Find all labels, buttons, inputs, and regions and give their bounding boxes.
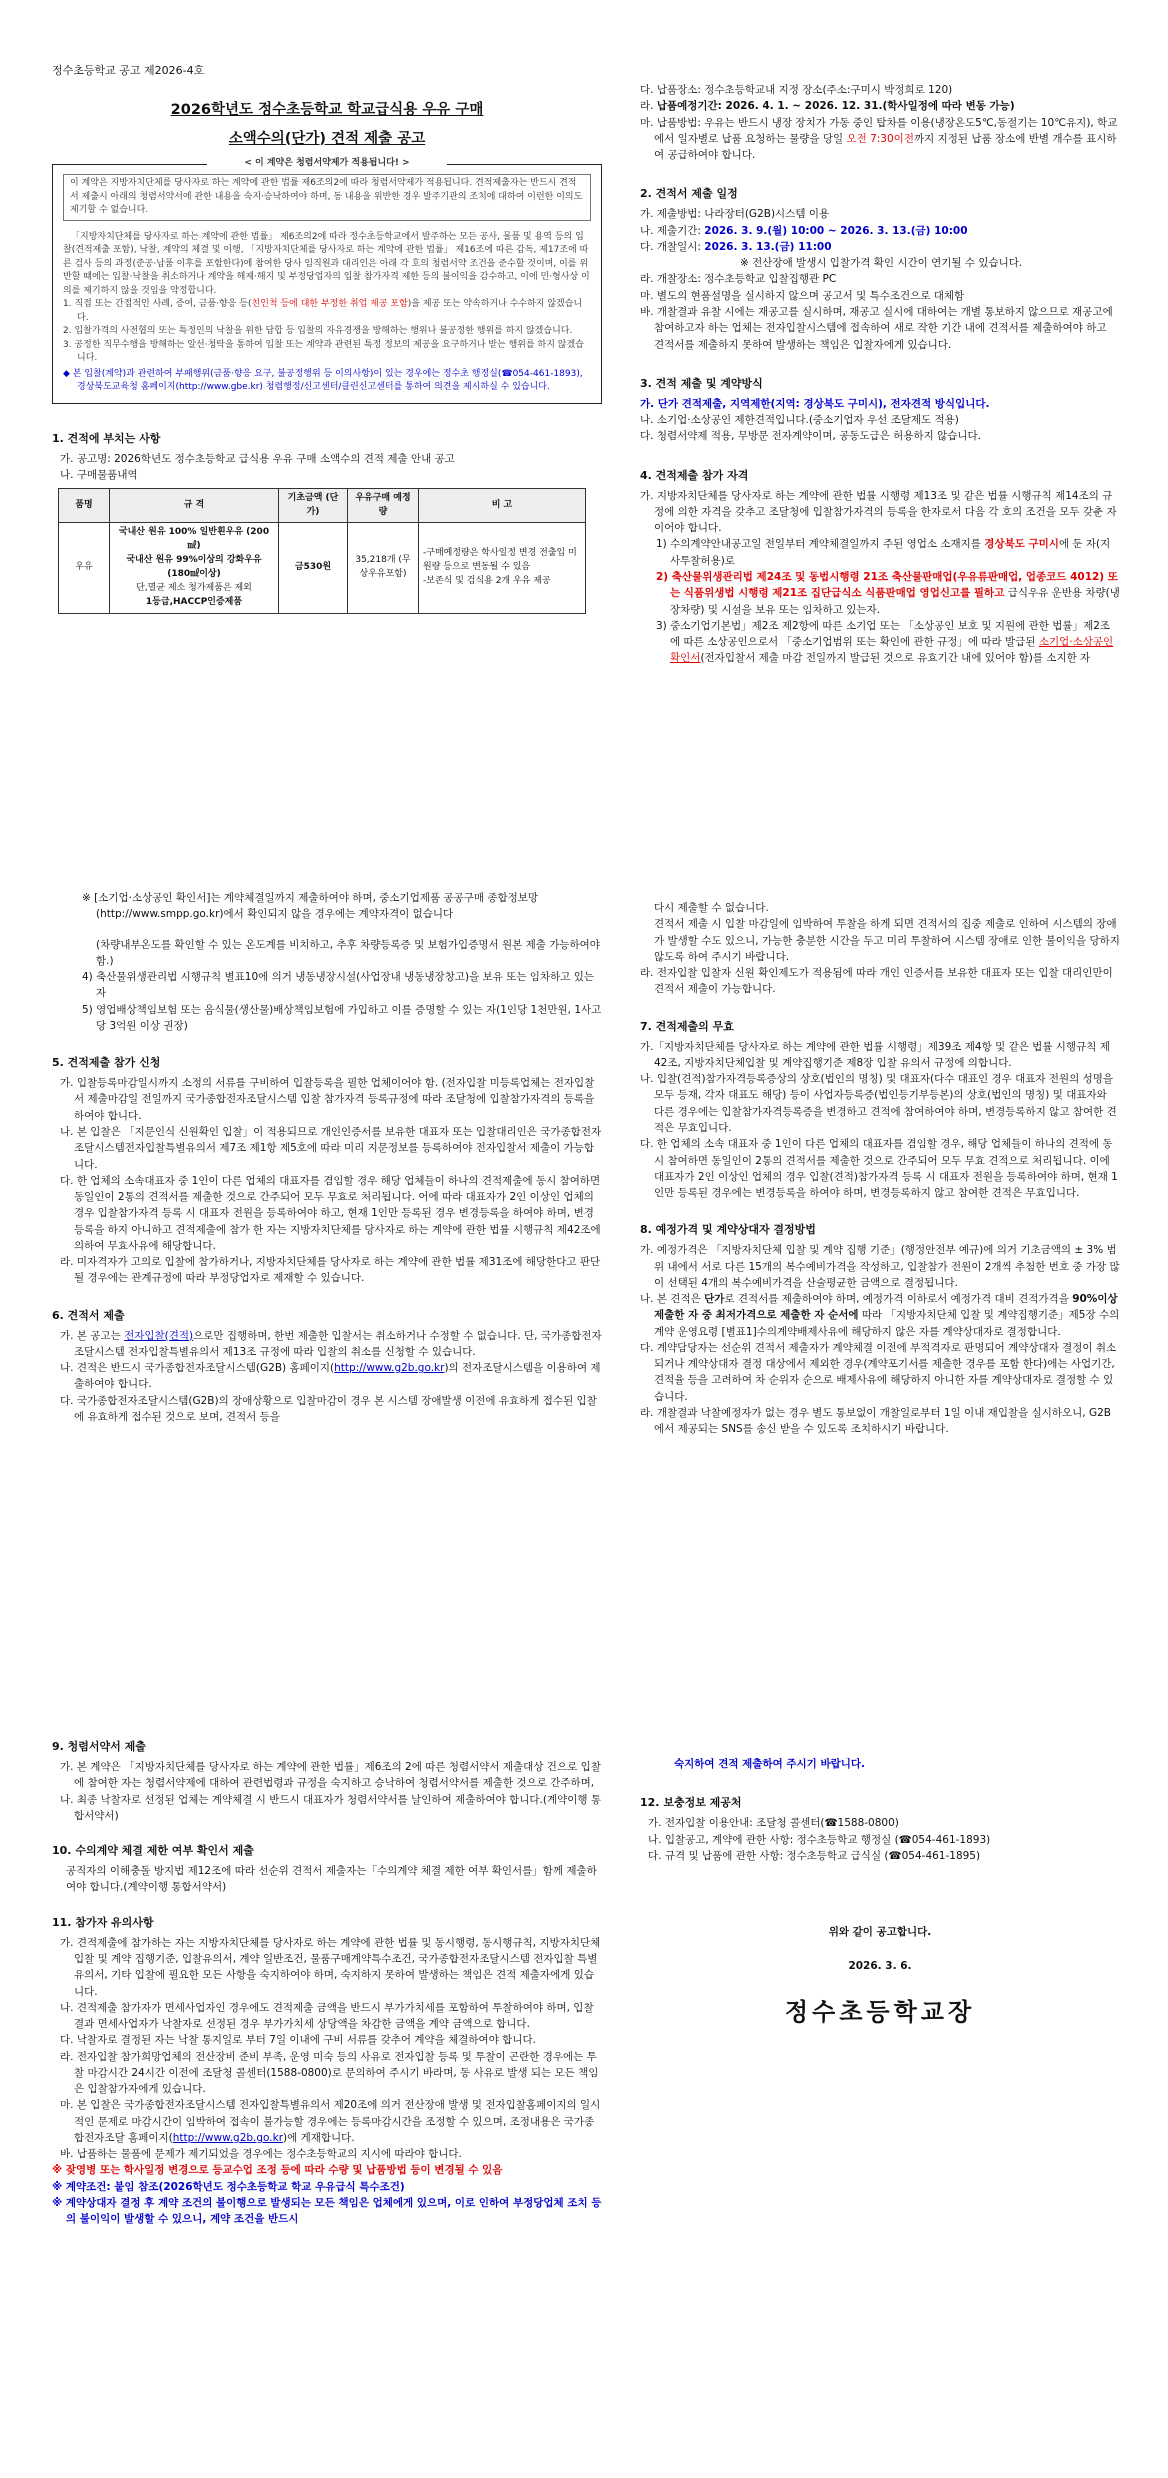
section-1-ga: 가. 공고명: 2026학년도 정수초등학교 급식용 우유 구매 소액수의 견적 제출 안내 공고 (60, 453, 455, 466)
page-2 (0, 890, 1168, 1650)
section-5-ga: 가. 입찰등록마감일시까지 소정의 서류를 구비하여 입찰등록을 필한 업체이어야 함. (전자입찰 미등록업체는 전자입찰서 제출마감일 전일까지 국가종합전자조달시스템 입찰 참가자격 등록규정에 따라 조달청에 입찰참가자격의 등록을 하여야 합니다. (60, 1077, 595, 1122)
table-header: 규 격 (110, 488, 279, 523)
section-4-item-1: 1) 수의계약안내공고일 전일부터 계약체결일까지 주된 영업소 소재지를 경상북도 구미시에 둔 자(지사투찰허용)로 (656, 538, 1111, 567)
page-1 (0, 0, 1168, 820)
item-spec-cell: 국내산 원유 100% 일반흰우유 (200㎖) 국내산 원유 99%이상의 강화우유 (180㎖이상) 단,멸균 제소 청가제품은 제외 1등급,HACCP인증제품 (110, 523, 279, 614)
section-12-title: 12. 보충정보 제공처 (640, 1796, 742, 1810)
notice-number: 정수초등학교 공고 제2026-4호 (52, 64, 205, 77)
section-12-da: 다. 규격 및 납품에 관한 사항: 정수초등학교 급식실 (☎054-461-1895) (648, 1849, 981, 1862)
signer-name: 정수초등학교장 (784, 1996, 976, 2026)
section-3-da: 다. 청렴서약제 적용, 무방문 전자계약이며, 공동도급은 허용하지 않습니다. (640, 430, 982, 443)
g2b-link[interactable]: http://www.g2b.go.kr (334, 1362, 445, 1375)
section-6-title: 6. 견적서 제출 (52, 1308, 125, 1322)
section-10-title: 10. 수의계약 체결 제한 여부 확인서 제출 (52, 1844, 254, 1858)
remark-2: ※ 계약조건: 붙임 참조(2026학년도 정수초등학교 학교 우유급식 특수조건) (52, 2180, 405, 2193)
integrity-item-1: 1. 직접 또는 간접적인 사례, 증여, 금품·향응 등(친인척 등에 대한 부정한 취업 제공 포함)을 제공 또는 약속하거나 수수하지 않겠습니다. (63, 299, 583, 323)
section-9-ga: 가. 본 계약은 「지방자치단체를 당사자로 하는 계약에 관한 법률」제6조의 2에 따른 청렴서약서 제출대상 건으로 입찰에 참여한 자는 청렴서약제에 대하여 관련법령과 규정을 숙지하고 승낙하여 청렴서약서를 제출한 것으로 간주하며, (60, 1761, 601, 1790)
smpp-note: ※ [소기업·소상공인 확인서]는 계약체결일까지 제출하여야 하며, 중소기업제품 공공구매 종합정보망(http://www.smpp.go.kr)에서 확인되지 않을 경우에는 계약자격이 없습니다 (82, 892, 539, 921)
section-1-da: 다. 납품장소: 정수초등학교내 지정 장소(주소:구미시 박정희로 120) (640, 84, 953, 96)
section-11-ba: 바. 납품하는 물품에 문제가 제기되었을 경우에는 정수초등학교의 지시에 따라야 합니다. (60, 2148, 462, 2161)
section-7-title: 7. 견적제출의 무효 (640, 1019, 734, 1033)
document-title: 2026학년도 정수초등학교 학교급식용 우유 구매 (170, 102, 484, 119)
integrity-pledge-box (52, 157, 602, 404)
section-4-item-4: 4) 축산물위생관리법 시행규칙 별표10에 의거 냉동냉장시설(사업장내 냉동냉장창고)을 보유 또는 임차하고 있는 자 (82, 971, 594, 1000)
section-2-na: 나. 제출기간: 2026. 3. 9.(월) 10:00 ~ 2026. 3. 13.(금) 10:00 (640, 224, 968, 237)
section-8-title: 8. 예정가격 및 계약상대자 결정방법 (640, 1223, 816, 1237)
purchase-items-table (58, 488, 586, 615)
integrity-paragraph: 「지방자치단체를 당사자로 하는 계약에 관한 법률」 제6조의2에 따라 정수초등학교에서 발주하는 모든 공사, 물품 및 용역 등의 입찰(견적제출 포함), 낙찰, 계약의 체결 및 이행, 「지방자치단체를 당사자로 하는 계약에 관한 법률」 제16조에 따른 감독, 제17조에 따른 검사 등의 과정(준공·납품 이후를 포함한다)에 참여한 당사 임직원과 대리인은 아래 각 호의 청렴서약 조건을 준수할 것이며, 이를 위반할 때에는 입찰·낙찰을 취소하거나 계약을 해제·해지 및 부정당업자의 입찰 참가자격 제한 등의 불이익을 감수하고, 이에 민·형사상 이의를 제기하지 않을 것임을 약정합니다. (63, 231, 590, 296)
section-3-ga: 가. 단가 견적제출, 지역제한(지역: 경상북도 구미시), 전자견적 방식입니다. (640, 397, 990, 410)
section-8-ga: 가. 예정가격은 「지방자치단체 입찰 및 계약 집행 기준」(행정안전부 예규)에 의거 기초금액의 ± 3% 범위 내에서 서로 다른 15개의 복수예비가격을 작성하고, 입찰참가 전원이 2개씩 추첨한 번호 중 가장 많이 선택된 4개의 복수예비가격을 산술평균한 금액으로 결정됩니다. (640, 1244, 1120, 1289)
table-row (59, 523, 586, 614)
section-5-title: 5. 견적제출 참가 신청 (52, 1056, 161, 1070)
section-11-title: 11. 참가자 유의사항 (52, 1915, 154, 1929)
table-header: 비 고 (419, 488, 586, 523)
page2-left-column (52, 890, 602, 1425)
section-8-na: 나. 본 견적은 단가로 견적서를 제출하여야 하며, 예정가격 이하로서 예정가격 대비 견적가격을 90%이상 제출한 자 중 최저가격으로 제출한 자 순서에 따라 「지방자치단체 입찰 및 계약집행기준」제5장 수의계약 운영요령 [별표1]수의계약배제사유에 해당하지 않은 자를 계약상대자로 결정합니다. (640, 1293, 1120, 1338)
section-8-da: 다. 계약담당자는 선순위 견적서 제출자가 계약체결 이전에 부적격자로 판명되어 계약상대자 결정이 취소되거나 계약상대자 결정 대상에서 제외한 경우(계약포기서를 제출한 경우를 포함 한다)에는 사업기간, 견적율 등을 고려하여 차 순위자 순으로 배제사유에 해당하지 아니한 자를 계약상대자로 결정할 수 있습니다. (640, 1341, 1117, 1403)
remark-1: ※ 잦영병 또는 학사일정 변경으로 등교수업 조정 등에 따라 수량 및 납품방법 등이 변경될 수 있음 (52, 2164, 503, 2177)
section-3-na: 나. 소기업·소상공인 제한견적입니다.(중소기업자 우선 조달제도 적용) (640, 414, 959, 427)
section-4-item-5: 5) 영업배상책임보험 또는 음식물(생산물)배상책임보험에 가입하고 이를 증명할 수 있는 자(1인당 1천만원, 1사고당 3억원 이상 권장) (82, 1003, 602, 1032)
section-5-ra: 라. 미자격자가 고의로 입찰에 참가하거나, 지방자치단체를 당사자로 하는 계약에 관한 법률 제31조에 해당한다고 판단될 경우에는 관계규정에 따라 부정당업자로 제재할 수 있습니다. (60, 1256, 601, 1285)
section-2-ga: 가. 제출방법: 나라장터(G2B)시스템 이용 (640, 208, 830, 221)
section-6-da: 다. 국가종합전자조달시스템(G2B)의 장애상황으로 입찰마감이 경우 본 시스템 장애발생 이전에 유효하게 접수된 입찰에 유효하게 접수된 것으로 보며, 견적서 등을 (60, 1394, 597, 1423)
section-12-na: 나. 입찰공고, 계약에 관한 사항: 정수초등학교 행정실 (☎054-461-1893) (648, 1833, 991, 1846)
section-2-ra: 라. 개찰장소: 정수초등학교 입찰집행관 PC (640, 273, 837, 286)
submission-caution: 견적서 제출 시 입찰 마감일에 임박하여 투찰을 하게 되면 견적서의 집중 제출로 인하여 시스템의 장애가 발생할 수도 있으니, 가능한 충분한 시간을 두고 미리 투찰하여 시스템 장애로 인한 불이익을 당하지 않도록 하여 주시기 바랍니다. (654, 918, 1120, 963)
integrity-item-3: 3. 공정한 직무수행을 방해하는 알선·청탁을 통하여 입찰 또는 계약과 관련된 특정 정보의 제공을 요구하거나 받는 행위를 하지 않겠습니다. (63, 339, 584, 364)
item-price-cell: 금530원 (279, 523, 348, 614)
integrity-intro: 이 계약은 지방자치단체를 당사자로 하는 계약에 관한 법률 제6조의2에 따라 청렴서약제가 적용됩니다. 견적제출자는 반드시 견적서 제출시 아래의 청렴서약서에 관한 내용을 숙지·승낙하여야 하며, 동 내용을 위반한 경우 발주기관의 조치에 대하여 이런한 이의도 제기할 수 없습니다. (63, 174, 591, 221)
continued-text: 다시 제출할 수 없습니다. (654, 902, 769, 914)
page3-left-column (52, 1738, 602, 2228)
section-2-da: 다. 개찰일시: 2026. 3. 13.(금) 11:00 (640, 240, 832, 253)
table-header-row (59, 488, 586, 523)
vehicle-note: (차량내부온도를 확인할 수 있는 온도계를 비치하고, 추후 차량등록증 및 보험가입증명서 원본 제출 가능하여야 함.) (96, 938, 600, 967)
section-8-ra: 라. 개찰결과 낙찰예정자가 없는 경우 별도 통보없이 개찰일로부터 1일 이내 재입찰을 실시하오니, G2B에서 제공되는 SNS를 송신 받을 수 있도록 조치하시기 바랍니다. (640, 1407, 1112, 1436)
page-3 (0, 1720, 1168, 2478)
g2b-link[interactable]: http://www.g2b.go.kr (172, 2131, 284, 2144)
section-1-na: 나. 구매물품내역 (60, 469, 138, 482)
section-1-title: 1. 견적에 부치는 사항 (52, 431, 161, 445)
section-7-na: 나. 입찰(견적)참가자격등록증상의 상호(법인의 명칭) 및 대표자(다수 대표인 경우 대표자 전원의 성명을 모두 등재, 각자 대표도 해당) 등이 사업자등록증(법인등기부등본)의 상호(법인의 명칭) 및 대표자와 다른 경우에는 입찰참가자격등록증을 변경하고 견적에 참여하여야 하며, 변경등록하지 않고 참여한 견적은 무효입니다. (640, 1073, 1117, 1134)
section-12-ga: 가. 전자입찰 이용안내: 조달청 콜센터(☎1588-0800) (648, 1817, 899, 1830)
section-11-ga: 가. 견적제출에 참가하는 자는 지방자치단체를 당사자로 하는 계약에 관한 법률 및 동시행령, 동시행규칙, 지방자치단체입찰 및 계약 집행기준, 입찰유의서, 계약 일반조건, 물품구매계약특수조건, 국가종합전자조달시스템 전자입찰 특별유의서, 기타 입찰에 필요한 모든 사항을 숙지하여야 하며, 숙지하지 못하여 발생하는 책임은 견적 제출자에게 있습니다. (60, 1936, 601, 1998)
section-6-na: 나. 견적은 반드시 국가종합전자조달시스템(G2B) 홈페이지(http://www.g2b.go.kr)의 전자조달시스템을 이용하여 제출하여야 합니다. (60, 1362, 601, 1391)
section-4-ga: 가. 지방자치단체를 당사자로 하는 계약에 관한 법률 시행령 제13조 및 같은 법률 시행규칙 제14조의 규정에 의한 자격을 갖추고 조달청에 입찰참가자격의 등록을 한자로서 다음 각 호의 조건을 모두 갖춘 자이어야 합니다. (640, 489, 1117, 535)
section-1-ma: 마. 납품방법: 우유는 반드시 냉장 장치가 가동 중인 탑차를 이용(냉장온도5℃,동절기는 10℃유지), 학교에서 일자별로 납품 요청하는 물량을 당일 오전 7:30이전까지 지정된 납품 장소에 반별 개수를 표시하여 공급하여야 합니다. (640, 116, 1118, 162)
table-header: 품명 (59, 488, 110, 523)
section-5-na: 나. 본 입찰은 「지문인식 신원확인 입찰」이 적용되므로 개인인증서를 보유한 대표자 또는 입찰대리인은 국가종합전자조달시스템전자입찰특별유의서 제7조 제1항 제5호에 따라 미리 지문정보를 등록하여야 전자입찰서 제출이 가능합니다. (60, 1125, 602, 1171)
section-3-title: 3. 견적 제출 및 계약방식 (640, 376, 763, 390)
notice-date: 2026. 3. 6. (848, 1960, 912, 1973)
section-7-ga: 가.「지방자치단체를 당사자로 하는 계약에 관한 법률 시행령」제39조 제4항 및 같은 법률 시행규칙 제42조, 지방자치단체입찰 및 계약집행기준 제8장 입찰 유의서 규정에 의합니다. (640, 1040, 1110, 1069)
closing-statement: 위와 같이 공고합니다. (828, 1926, 932, 1939)
section-7-da: 다. 한 업체의 소속 대표자 중 1인이 다른 업체의 대표자를 겸임할 경우, 해당 업체들이 하나의 견적에 동시 참여하면 동일인이 2통의 견적서를 제출한 것으로 간주되어 모두 무효 견적으로 처리됩니다. 이에 대표자가 2인 이상인 업체의 경우 입찰(견적)참가자격 등록 시 대표자 전원을 등록하여야 하며, 현재 1인만 등록된 경우에는 변경등록을 하여야 하며, 변경등록하지 않고 참여한 견적은 무효입니다. (640, 1138, 1118, 1200)
section-9-title: 9. 청렴서약서 제출 (52, 1740, 146, 1753)
item-note-cell: -구매예정량은 학사일정 변경 전출입 미원량 등으로 변동될 수 있음 -보존식 및 검식용 2개 우유 제공 (419, 523, 586, 614)
section-2-title: 2. 견적서 제출 일정 (640, 187, 738, 201)
section-11-ra: 라. 전자입찰 참가희망업체의 전산장비 준비 부족, 운영 미숙 등의 사유로 전자입찰 등록 및 투찰이 곤란한 경우에는 투찰 마감시간 24시간 이전에 조달청 콜센터(1588-0800)로 문의하여 주시기 바라며, 동 사유로 발생 되는 모든 책임은 입찰참가자에게 있습니다. (60, 2050, 599, 2096)
section-6-ra: 라. 전자입찰 입찰자 신원 확인제도가 적용됨에 따라 개인 인증서를 보유한 대표자 또는 입찰 대리인만이 견적서 제출이 가능합니다. (640, 967, 1113, 996)
section-6-ga: 가. 본 공고는 전자입찰(견적)으로만 집행하며, 한번 제출한 입찰서는 취소하거나 수정할 수 없습니다. 단, 국가종합전자조달시스템 전자입찰특별유의서 제13조 규정에 따라 입찰의 취소를 신청할 수 있습니다. (60, 1329, 602, 1358)
document-subtitle: 소액수의(단가) 견적 제출 공고 (228, 130, 426, 147)
section-5-da: 다. 한 업체의 소속대표자 중 1인이 다른 업체의 대표자를 겸임할 경우 해당 업체들이 하나의 견적제출에 동시 참여하면 동일인이 2통의 견적서를 제출한 것으로 간주되어 모두 무효로 처리됩니다. 어에 따라 대표자가 2인 이상인 업체의 경우 입찰참가자격 등록 시 대표자 전원을 등록하여야 하고, 현재 1인만 등록된 경우 변경등록을 하여야 하며, 변경등록을 하지 아니하고 견적제출에 참가 한 자는 지방자치단체를 당사자로 하는 계약에 관한 법률 시행규칙 제42조에 의하여 무효사유에 해당합니다. (60, 1174, 601, 1252)
page1-left-column (52, 0, 602, 614)
remark-3: ※ 계약상대자 결정 후 계약 조건의 불이행으로 발생되는 모든 책임은 업체에게 있으며, 이로 인하여 부정당업체 조치 등의 불이익이 발생할 수 있으니, 계약 조건을 반드시 (52, 2196, 602, 2226)
remark-3-continued: 숙지하여 견적 제출하여 주시기 바랍니다. (674, 1758, 866, 1770)
section-10-body: 공직자의 이해충돌 방지법 제12조에 따라 선순위 견적서 제출자는「수의계약 체결 제한 여부 확인서를」함께 제출하여야 합니다.(계약이행 통합서약서) (66, 1865, 597, 1894)
section-4-item-2: 2) 축산물위생관리법 제24조 및 동법시행령 21조 축산물판매업(우유류판매업, 업종코드 4012) 또는 식품위생법 시행령 제21조 집단급식소 식품판매업 영업신고를 필하고 급식우유 운반용 차량(냉장차량) 및 시설을 보유 또는 임차하고 있는자. (656, 570, 1120, 616)
item-name-cell: 우유 (59, 523, 110, 614)
page1-right-column (640, 82, 1120, 667)
section-4-title: 4. 견적제출 참가 자격 (640, 468, 749, 482)
table-header: 기초금액 (단가) (279, 488, 348, 523)
table-header: 우유구매 예정량 (348, 488, 419, 523)
item-qty-cell: 35,218개 (무상우유포함) (348, 523, 419, 614)
section-11-da: 다. 낙찰자로 결정된 자는 낙찰 통지일로 부터 7일 이내에 구비 서류를 갖추어 계약을 체결하여야 합니다. (60, 2034, 536, 2047)
section-2-note: ※ 전산장애 발생시 입찰가격 확인 시간이 연기될 수 있습니다. (740, 257, 1023, 270)
section-1-ra: 라. 납품예정기간: 2026. 4. 1. ~ 2026. 12. 31.(학사일정에 따라 변동 가능) (640, 100, 1015, 113)
integrity-item-2: 2. 입찰가격의 사전협의 또는 특정인의 낙찰을 위한 담합 등 입찰의 자유경쟁을 방해하는 행위나 불공정한 행위를 하지 않겠습니다. (63, 326, 573, 337)
section-2-ma: 마. 별도의 현품설명을 실시하지 않으며 공고서 및 특수조건으로 대체함 (640, 289, 965, 302)
corruption-report-note: ◆ 본 입찰(계약)과 관련하여 부패행위(금품·향응 요구, 불공정행위 등 이의사항)이 있는 경우에는 정수초 행정실(☎054-461-1893), 경상북도교육청 홈페이지(http://www.gbe.kr) 청렴행정/신고센터/클린신고센터를 통하여 의견을 제시하실 수 있습니다. (63, 368, 583, 393)
page2-right-column (640, 900, 1120, 1438)
integrity-box-title: < 이 계약은 청렴서약제가 적용됩니다! > (207, 157, 447, 171)
section-4-item-3: 3) 중소기업기본법」제2조 제2항에 따른 소기업 또는 「소상공인 보호 및 지원에 관한 법률」제2조에 따른 소상공인으로서 「중소기업범위 또는 확인에 관한 규정」에 따라 발급된 소기업·소상공인 확인서(전자입찰서 제출 마감 전일까지 발급된 것으로 유효기간 내에 있어야 함)를 소지한 자 (656, 619, 1114, 665)
section-2-ba: 바. 개찰결과 유찰 시에는 재공고를 실시하며, 재공고 실시에 대하여는 개별 통보하지 않으므로 재공고에 참여하고자 하는 업체는 전자입찰시스템에 접속하여 새로 작한 기간 내에 견적서를 제출하여야 하고 견적서를 제출하지 못하여 발생하는 책임은 입찰자에게 있습니다. (640, 305, 1113, 351)
section-11-ma: 마. 본 입찰은 국가종합전자조달시스템 전자입찰특별유의서 제20조에 의거 전산장애 발생 및 전자입찰홈페이지의 일시적인 문제로 마감시간이 임박하여 접속이 불가능할 경우에는 등록마감시간을 조정할 수 있으며, 조정내용은 국가종합전자조달 홈페이지(http://www.g2b.go.kr)에 게재합니다. (60, 2099, 601, 2144)
page3-right-column (640, 1756, 1120, 2030)
section-11-na: 나. 견적제출 참가자가 면세사업자인 경우에도 견적제출 금액을 반드시 부가가치세를 포함하여 투찰하여야 하며, 입찰 결과 면세사업자가 낙찰자로 선정된 경우 부가가치세 상당액을 차감한 금액을 계약 금액으로 합니다. (60, 2001, 594, 2031)
section-9-na: 나. 최종 낙찰자로 선정된 업체는 계약체결 시 반드시 대표자가 청렴서약서를 날인하여 제출하여야 합니다.(계약이행 통합서약서) (60, 1793, 602, 1822)
